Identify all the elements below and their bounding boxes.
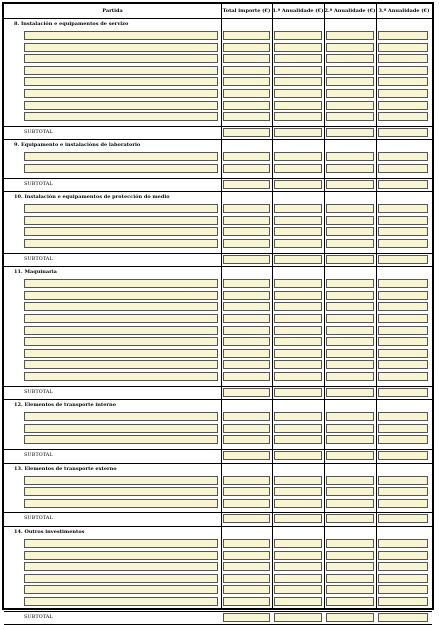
amount-field[interactable] [378,539,428,548]
amount-field[interactable] [274,476,322,485]
amount-field[interactable] [274,302,322,311]
amount-field[interactable] [326,372,374,381]
header-anualidade-2: 2.ª Anualidade (€) [324,8,376,14]
item-description-field[interactable] [24,291,218,300]
item-description-field[interactable] [24,337,218,346]
item-description-field[interactable] [24,152,218,161]
amount-field[interactable] [274,43,322,52]
section-title: 14. Outros investimentos [14,529,85,535]
amount-field[interactable] [326,227,374,236]
subtotal-field[interactable] [378,451,428,460]
section-title: 13. Elementos de transporte externo [14,465,117,472]
subtotal-field[interactable] [326,180,374,189]
section-title: 11. Maquinaria [14,269,57,276]
amount-field[interactable] [326,43,374,52]
section-divider [4,463,432,464]
subtotal-field[interactable] [274,451,322,460]
amount-field[interactable] [326,152,374,161]
subtotal-field[interactable] [326,255,374,264]
subtotal-field[interactable] [378,388,428,397]
column-divider [221,4,222,608]
amount-field[interactable] [378,216,428,225]
subtotal-field[interactable] [223,514,270,523]
subtotal-field[interactable] [326,514,374,523]
subtotal-field[interactable] [274,180,322,189]
subtotal-field[interactable] [223,451,270,460]
item-description-field[interactable] [24,539,218,548]
amount-field[interactable] [378,585,428,594]
amount-field[interactable] [274,487,322,496]
header-partida: Partida [102,8,123,14]
amount-field[interactable] [223,597,270,606]
item-description-field[interactable] [24,204,218,213]
amount-field[interactable] [326,424,374,433]
amount-field[interactable] [326,326,374,335]
column-divider [324,4,325,608]
amount-field[interactable] [378,291,428,300]
subtotal-field[interactable] [326,128,374,137]
amount-field[interactable] [223,326,270,335]
amount-field[interactable] [326,360,374,369]
subtotal-field[interactable] [326,388,374,397]
subtotal-field[interactable] [326,613,374,622]
amount-field[interactable] [223,112,270,121]
subtotal-field[interactable] [223,128,270,137]
amount-field[interactable] [326,349,374,358]
amount-field[interactable] [378,326,428,335]
amount-field[interactable] [274,551,322,560]
amount-field[interactable] [378,239,428,248]
item-description-field[interactable] [24,574,218,583]
subtotal-field[interactable] [223,180,270,189]
amount-field[interactable] [223,476,270,485]
amount-field[interactable] [378,314,428,323]
amount-field[interactable] [274,204,322,213]
item-description-field[interactable] [24,487,218,496]
amount-field[interactable] [223,291,270,300]
amount-field[interactable] [223,54,270,63]
amount-field[interactable] [378,43,428,52]
amount-field[interactable] [223,562,270,571]
subtotal-field[interactable] [274,613,322,622]
subtotal-field[interactable] [274,128,322,137]
item-description-field[interactable] [24,279,218,288]
subtotal-label: SUBTOTAL [24,128,53,135]
subtotal-field[interactable] [274,514,322,523]
subtotal-field[interactable] [378,128,428,137]
amount-field[interactable] [274,337,322,346]
amount-field[interactable] [378,337,428,346]
amount-field[interactable] [223,337,270,346]
amount-field[interactable] [378,77,428,86]
item-description-field[interactable] [24,77,218,86]
amount-field[interactable] [326,216,374,225]
section-divider [4,139,432,140]
amount-field[interactable] [223,66,270,75]
amount-field[interactable] [223,302,270,311]
item-description-field[interactable] [24,412,218,421]
item-description-field[interactable] [24,597,218,606]
amount-field[interactable] [223,487,270,496]
amount-field[interactable] [223,204,270,213]
amount-field[interactable] [378,412,428,421]
amount-field[interactable] [223,360,270,369]
amount-field[interactable] [223,239,270,248]
header-total: Total importe (€) [222,8,271,14]
amount-field[interactable] [274,372,322,381]
amount-field[interactable] [274,360,322,369]
amount-field[interactable] [223,227,270,236]
subtotal-label: SUBTOTAL [24,613,53,620]
item-description-field[interactable] [24,31,218,40]
section-divider [4,526,432,527]
amount-field[interactable] [326,314,374,323]
amount-field[interactable] [274,216,322,225]
header-anualidade-1: 1.ª Anualidade (€) [272,8,324,14]
item-description-field[interactable] [24,89,218,98]
amount-field[interactable] [223,349,270,358]
amount-field[interactable] [326,539,374,548]
amount-field[interactable] [274,54,322,63]
subtotal-label: SUBTOTAL [24,180,53,187]
header-anualidade-3: 3.ª Anualidade (€) [378,8,430,14]
section-divider [4,449,432,450]
column-divider [272,4,273,608]
subtotal-field[interactable] [378,613,428,622]
amount-field[interactable] [274,435,322,444]
section-title: 9. Equipamento e instalacións de laboratorio [14,142,141,149]
subtotal-field[interactable] [274,255,322,264]
subtotal-field[interactable] [326,451,374,460]
amount-field[interactable] [326,112,374,121]
amount-field[interactable] [223,31,270,40]
item-description-field[interactable] [24,314,218,323]
amount-field[interactable] [274,152,322,161]
amount-field[interactable] [223,101,270,110]
amount-field[interactable] [274,597,322,606]
item-description-field[interactable] [24,435,218,444]
amount-field[interactable] [223,77,270,86]
section-divider [4,253,432,254]
amount-field[interactable] [326,54,374,63]
amount-field[interactable] [326,164,374,173]
amount-field[interactable] [326,574,374,583]
amount-field[interactable] [274,66,322,75]
amount-field[interactable] [274,31,322,40]
section-divider [4,399,432,400]
investment-form [2,2,434,620]
amount-field[interactable] [378,227,428,236]
subtotal-label: SUBTOTAL [24,388,53,395]
amount-field[interactable] [326,551,374,560]
amount-field[interactable] [378,574,428,583]
amount-field[interactable] [378,424,428,433]
subtotal-field[interactable] [274,388,322,397]
amount-field[interactable] [223,499,270,508]
item-description-field[interactable] [24,112,218,121]
amount-field[interactable] [378,66,428,75]
amount-field[interactable] [326,302,374,311]
amount-field[interactable] [274,585,322,594]
amount-field[interactable] [274,349,322,358]
amount-field[interactable] [326,204,374,213]
amount-field[interactable] [326,89,374,98]
section-divider [4,611,432,612]
subtotal-field[interactable] [378,255,428,264]
amount-field[interactable] [274,539,322,548]
section-divider [4,126,432,127]
column-divider [376,4,377,608]
amount-field[interactable] [223,152,270,161]
subtotal-label: SUBTOTAL [24,452,53,458]
item-description-field[interactable] [24,562,218,571]
amount-field[interactable] [223,574,270,583]
amount-field[interactable] [326,499,374,508]
amount-field[interactable] [274,424,322,433]
amount-field[interactable] [274,574,322,583]
item-description-field[interactable] [24,216,218,225]
section-divider [4,512,432,513]
amount-field[interactable] [274,89,322,98]
amount-field[interactable] [326,337,374,346]
subtotal-field[interactable] [378,514,428,523]
amount-field[interactable] [326,585,374,594]
amount-field[interactable] [274,499,322,508]
amount-field[interactable] [223,89,270,98]
amount-field[interactable] [326,435,374,444]
amount-field[interactable] [378,112,428,121]
item-description-field[interactable] [24,372,218,381]
amount-field[interactable] [223,372,270,381]
item-description-field[interactable] [24,302,218,311]
section-divider [4,191,432,192]
amount-field[interactable] [274,101,322,110]
item-description-field[interactable] [24,101,218,110]
item-description-field[interactable] [24,499,218,508]
amount-field[interactable] [274,562,322,571]
item-description-field[interactable] [24,43,218,52]
amount-field[interactable] [378,435,428,444]
item-description-field[interactable] [24,585,218,594]
amount-field[interactable] [378,279,428,288]
amount-field[interactable] [223,279,270,288]
amount-field[interactable] [378,499,428,508]
amount-field[interactable] [378,101,428,110]
subtotal-label: SUBTOTAL [24,515,53,522]
amount-field[interactable] [378,476,428,485]
amount-field[interactable] [378,551,428,560]
item-description-field[interactable] [24,66,218,75]
section-divider [4,266,432,267]
item-description-field[interactable] [24,164,218,173]
item-description-field[interactable] [24,326,218,335]
amount-field[interactable] [378,487,428,496]
subtotal-field[interactable] [378,180,428,189]
item-description-field[interactable] [24,551,218,560]
subtotal-field[interactable] [223,255,270,264]
amount-field[interactable] [378,31,428,40]
amount-field[interactable] [378,152,428,161]
section-title: 8. Instalación e equipamentos de servizo [14,21,129,27]
amount-field[interactable] [223,585,270,594]
amount-field[interactable] [326,291,374,300]
amount-field[interactable] [326,487,374,496]
item-description-field[interactable] [24,349,218,358]
amount-field[interactable] [223,551,270,560]
item-description-field[interactable] [24,239,218,248]
section-divider [4,178,432,179]
amount-field[interactable] [223,424,270,433]
amount-field[interactable] [274,279,322,288]
amount-field[interactable] [378,89,428,98]
amount-field[interactable] [223,164,270,173]
amount-field[interactable] [274,77,322,86]
amount-field[interactable] [326,562,374,571]
amount-field[interactable] [274,227,322,236]
amount-field[interactable] [326,31,374,40]
amount-field[interactable] [378,349,428,358]
table-header [4,4,432,19]
amount-field[interactable] [223,43,270,52]
section-title: 10. Instalación e equipamentos de protección do medio [14,194,170,201]
item-description-field[interactable] [24,424,218,433]
amount-field[interactable] [274,412,322,421]
section-divider [4,386,432,387]
amount-field[interactable] [378,302,428,311]
amount-field[interactable] [378,562,428,571]
amount-field[interactable] [274,239,322,248]
subtotal-field[interactable] [223,613,270,622]
item-description-field[interactable] [24,54,218,63]
amount-field[interactable] [378,372,428,381]
amount-field[interactable] [326,101,374,110]
subtotal-field[interactable] [223,388,270,397]
amount-field[interactable] [326,66,374,75]
item-description-field[interactable] [24,227,218,236]
item-description-field[interactable] [24,360,218,369]
amount-field[interactable] [223,314,270,323]
amount-field[interactable] [378,164,428,173]
amount-field[interactable] [326,279,374,288]
amount-field[interactable] [326,476,374,485]
amount-field[interactable] [378,54,428,63]
amount-field[interactable] [274,164,322,173]
amount-field[interactable] [274,314,322,323]
amount-field[interactable] [223,412,270,421]
amount-field[interactable] [326,412,374,421]
item-description-field[interactable] [24,476,218,485]
amount-field[interactable] [274,326,322,335]
amount-field[interactable] [326,77,374,86]
amount-field[interactable] [326,597,374,606]
section-title: 12. Elementos de transporte interno [14,402,117,409]
amount-field[interactable] [378,204,428,213]
amount-field[interactable] [223,539,270,548]
amount-field[interactable] [378,597,428,606]
subtotal-label: SUBTOTAL [24,255,53,262]
amount-field[interactable] [223,216,270,225]
amount-field[interactable] [326,239,374,248]
amount-field[interactable] [378,360,428,369]
amount-field[interactable] [223,435,270,444]
amount-field[interactable] [274,112,322,121]
amount-field[interactable] [274,291,322,300]
